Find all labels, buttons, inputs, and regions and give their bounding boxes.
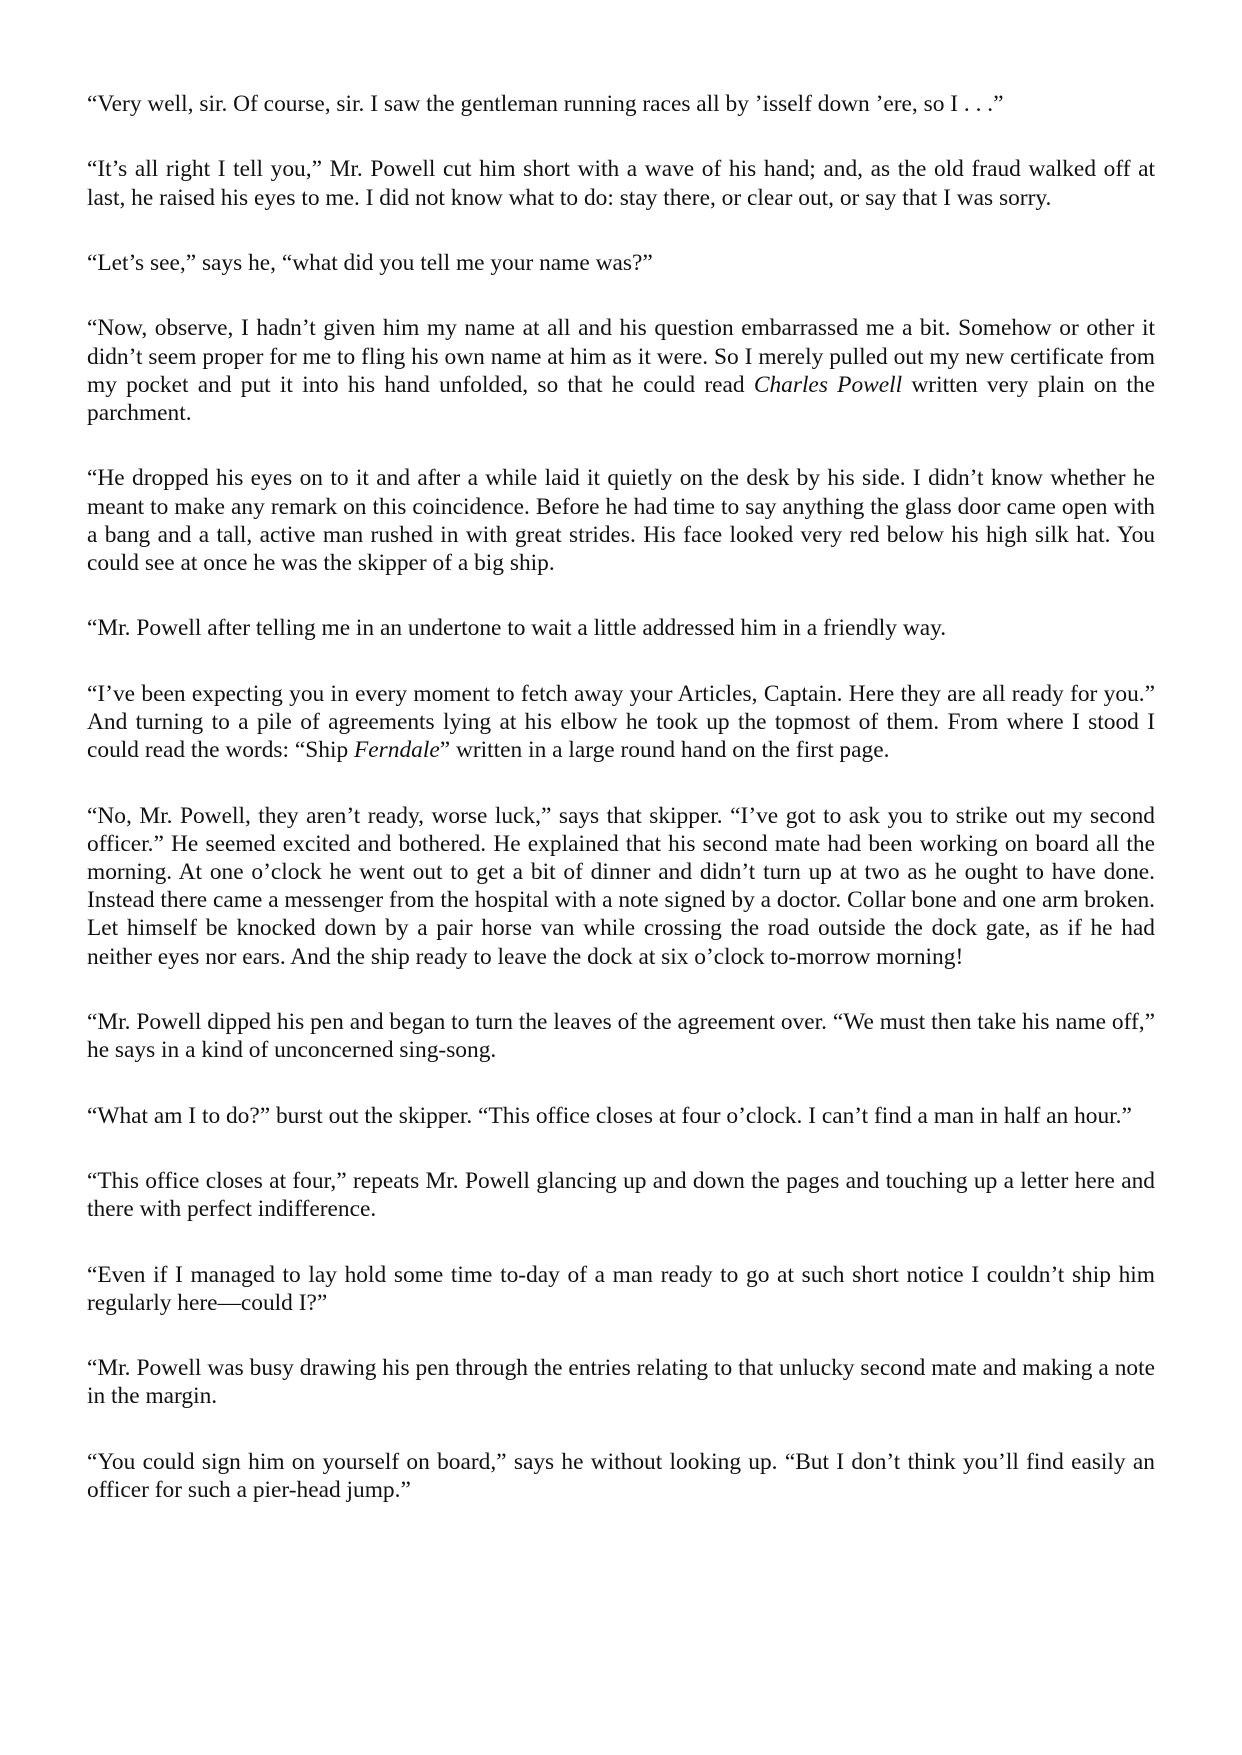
paragraph-7-text-b: ” written in a large round hand on the first page. <box>439 737 890 764</box>
paragraph-4-text-a: “Now, observe, I hadn’t given him my name at all and his question embarrassed me a bit. Somehow or other it didn’t seem proper for me to fling his own name at him as it were. So I merely pulled out my new certificate from my pocket and put it into his hand unfolded, so that he could read <box>87 315 1155 398</box>
paragraph-13-text: “Mr. Powell was busy drawing his pen through the entries relating to that unlucky second mate and making a note in the margin. <box>87 1355 1155 1410</box>
paragraph-2 <box>87 155 1155 211</box>
paragraph-5 <box>87 464 1155 577</box>
paragraph-8 <box>87 802 1155 971</box>
paragraph-10 <box>87 1102 1155 1130</box>
paragraph-7-italic-ship-name: Ferndale <box>353 737 440 764</box>
paragraph-12 <box>87 1261 1155 1317</box>
paragraph-1-text: “Very well, sir. Of course, sir. I saw the gentleman running races all by ’isself down ’ere, so I . . .” <box>87 91 1004 117</box>
paragraph-1 <box>87 90 1155 118</box>
paragraph-13 <box>87 1354 1155 1410</box>
paragraph-14-text: “You could sign him on yourself on board,” says he without looking up. “But I don’t think you’ll find easily an officer for such a pier-head jump.” <box>87 1448 1155 1503</box>
paragraph-4-italic-name: Charles Powell <box>753 371 903 398</box>
paragraph-14 <box>87 1448 1155 1504</box>
paragraph-10-text: “What am I to do?” burst out the skipper. “This office closes at four o’clock. I can’t find a man in half an hour.” <box>87 1102 1132 1129</box>
paragraph-11-text: “This office closes at four,” repeats Mr. Powell glancing up and down the pages and touching up a letter here and there with perfect indifference. <box>87 1167 1155 1223</box>
paragraph-4 <box>87 314 1155 427</box>
paragraph-9-text: “Mr. Powell dipped his pen and began to turn the leaves of the agreement over. “We must then take his name off,” he says in a kind of unconcerned sing-song. <box>87 1008 1155 1064</box>
paragraph-8-text: “No, Mr. Powell, they aren’t ready, worse luck,” says that skipper. “I’ve got to ask you to strike out my second officer.” He seemed excited and bothered. He explained that his second mate had been working on board all the morning. At one o’clock he went out to get a bit of dinner and didn’t turn up at two as he ought to have done. Instead there came a messenger from the hospital with a note signed by a doctor. Collar bone and one arm broken. Let himself be knocked down by a pair horse van while crossing the road outside the dock gate, as if he had neither eyes nor ears. And the ship ready to leave the dock at six o’clock to-morrow morning! <box>87 802 1155 970</box>
paragraph-3-text: “Let’s see,” says he, “what did you tell me your name was?” <box>87 249 653 276</box>
paragraph-3 <box>87 249 1155 277</box>
paragraph-2-text: “It’s all right I tell you,” Mr. Powell cut him short with a wave of his hand; and, as the old fraud walked off at last, he raised his eyes to me. I did not know what to do: stay there, or clear out, or say that I was sorry. <box>87 156 1155 211</box>
paragraph-7 <box>87 680 1155 765</box>
paragraph-7-text-a: “I’ve been expecting you in every moment to fetch away your Articles, Captain. Here they are all ready for you.” And turning to a pile of agreements lying at his elbow he took up the topmost of them. From where I stood I could read the words: “Ship <box>87 680 1155 764</box>
paragraph-9 <box>87 1008 1155 1064</box>
paragraph-11 <box>87 1167 1155 1223</box>
document-page <box>87 90 1155 1504</box>
paragraph-12-text: “Even if I managed to lay hold some time to-day of a man ready to go at such short notice I couldn’t ship him regularly here—could I?” <box>87 1261 1155 1316</box>
paragraph-6-text: “Mr. Powell after telling me in an undertone to wait a little addressed him in a friendly way. <box>87 615 947 642</box>
paragraph-5-text: “He dropped his eyes on to it and after a while laid it quietly on the desk by his side. I didn’t know whether he meant to make any remark on this coincidence. Before he had time to say anything the glass door came open with a bang and a tall, active man rushed in with great strides. His face looked very red below his high silk hat. You could see at once he was the skipper of a big ship. <box>87 465 1155 576</box>
paragraph-4-text-b: written very plain on the parchment. <box>87 371 1156 426</box>
paragraph-6 <box>87 614 1155 642</box>
